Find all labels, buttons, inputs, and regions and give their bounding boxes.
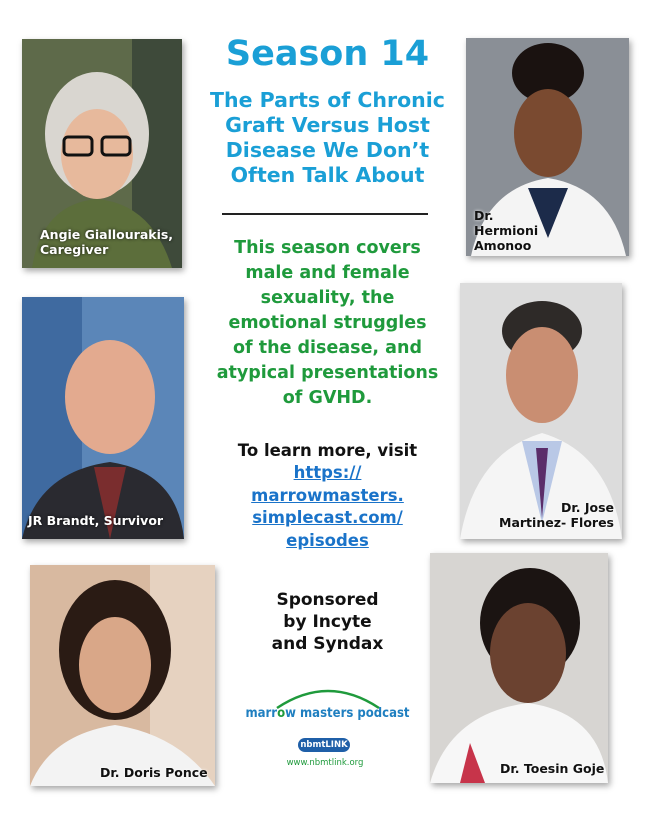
nbmtlink-url[interactable]: www.nbmtlink.org	[286, 758, 364, 768]
caption-toesin: Dr. Toesin Goje	[500, 761, 605, 776]
photo-jose-martinez-flores	[460, 283, 622, 539]
photo-jr-brandt	[22, 297, 184, 539]
season-description: This season covers male and female sexuality, the emotional struggles of the disease, and atypical presentations of GVHD.	[216, 238, 439, 408]
caption-hermioni: Dr. Hermioni Amonoo	[474, 208, 539, 253]
caption-doris: Dr. Doris Ponce	[100, 765, 208, 780]
marrow-masters-logo	[245, 682, 410, 772]
caption-jose: Dr. Jose Martinez- Flores	[499, 500, 614, 530]
learn-more-text: To learn more, visit	[237, 441, 418, 460]
logo-wordmark: marrow masters podcast	[245, 706, 410, 721]
caption-jr: JR Brandt, Survivor	[28, 513, 164, 528]
photo-toesin-goje	[430, 553, 608, 783]
divider	[222, 213, 428, 215]
nbmtlink-badge: nbmtLINK	[298, 738, 350, 752]
episodes-link[interactable]: https:// marrowmasters. simplecast.com/ episodes	[251, 463, 404, 550]
season-title: Season 14	[225, 34, 430, 74]
sponsor-text: Sponsored by Incyte and Syndax	[271, 590, 384, 654]
photo-hermioni-amonoo	[466, 38, 629, 256]
photo-doris-ponce	[30, 565, 215, 786]
season-subtitle: The Parts of Chronic Graft Versus Host Disease We Don’t Often Talk About	[210, 88, 445, 187]
caption-angie: Angie Giallourakis, Caregiver	[40, 227, 174, 257]
photo-angie-giallourakis	[22, 39, 182, 268]
